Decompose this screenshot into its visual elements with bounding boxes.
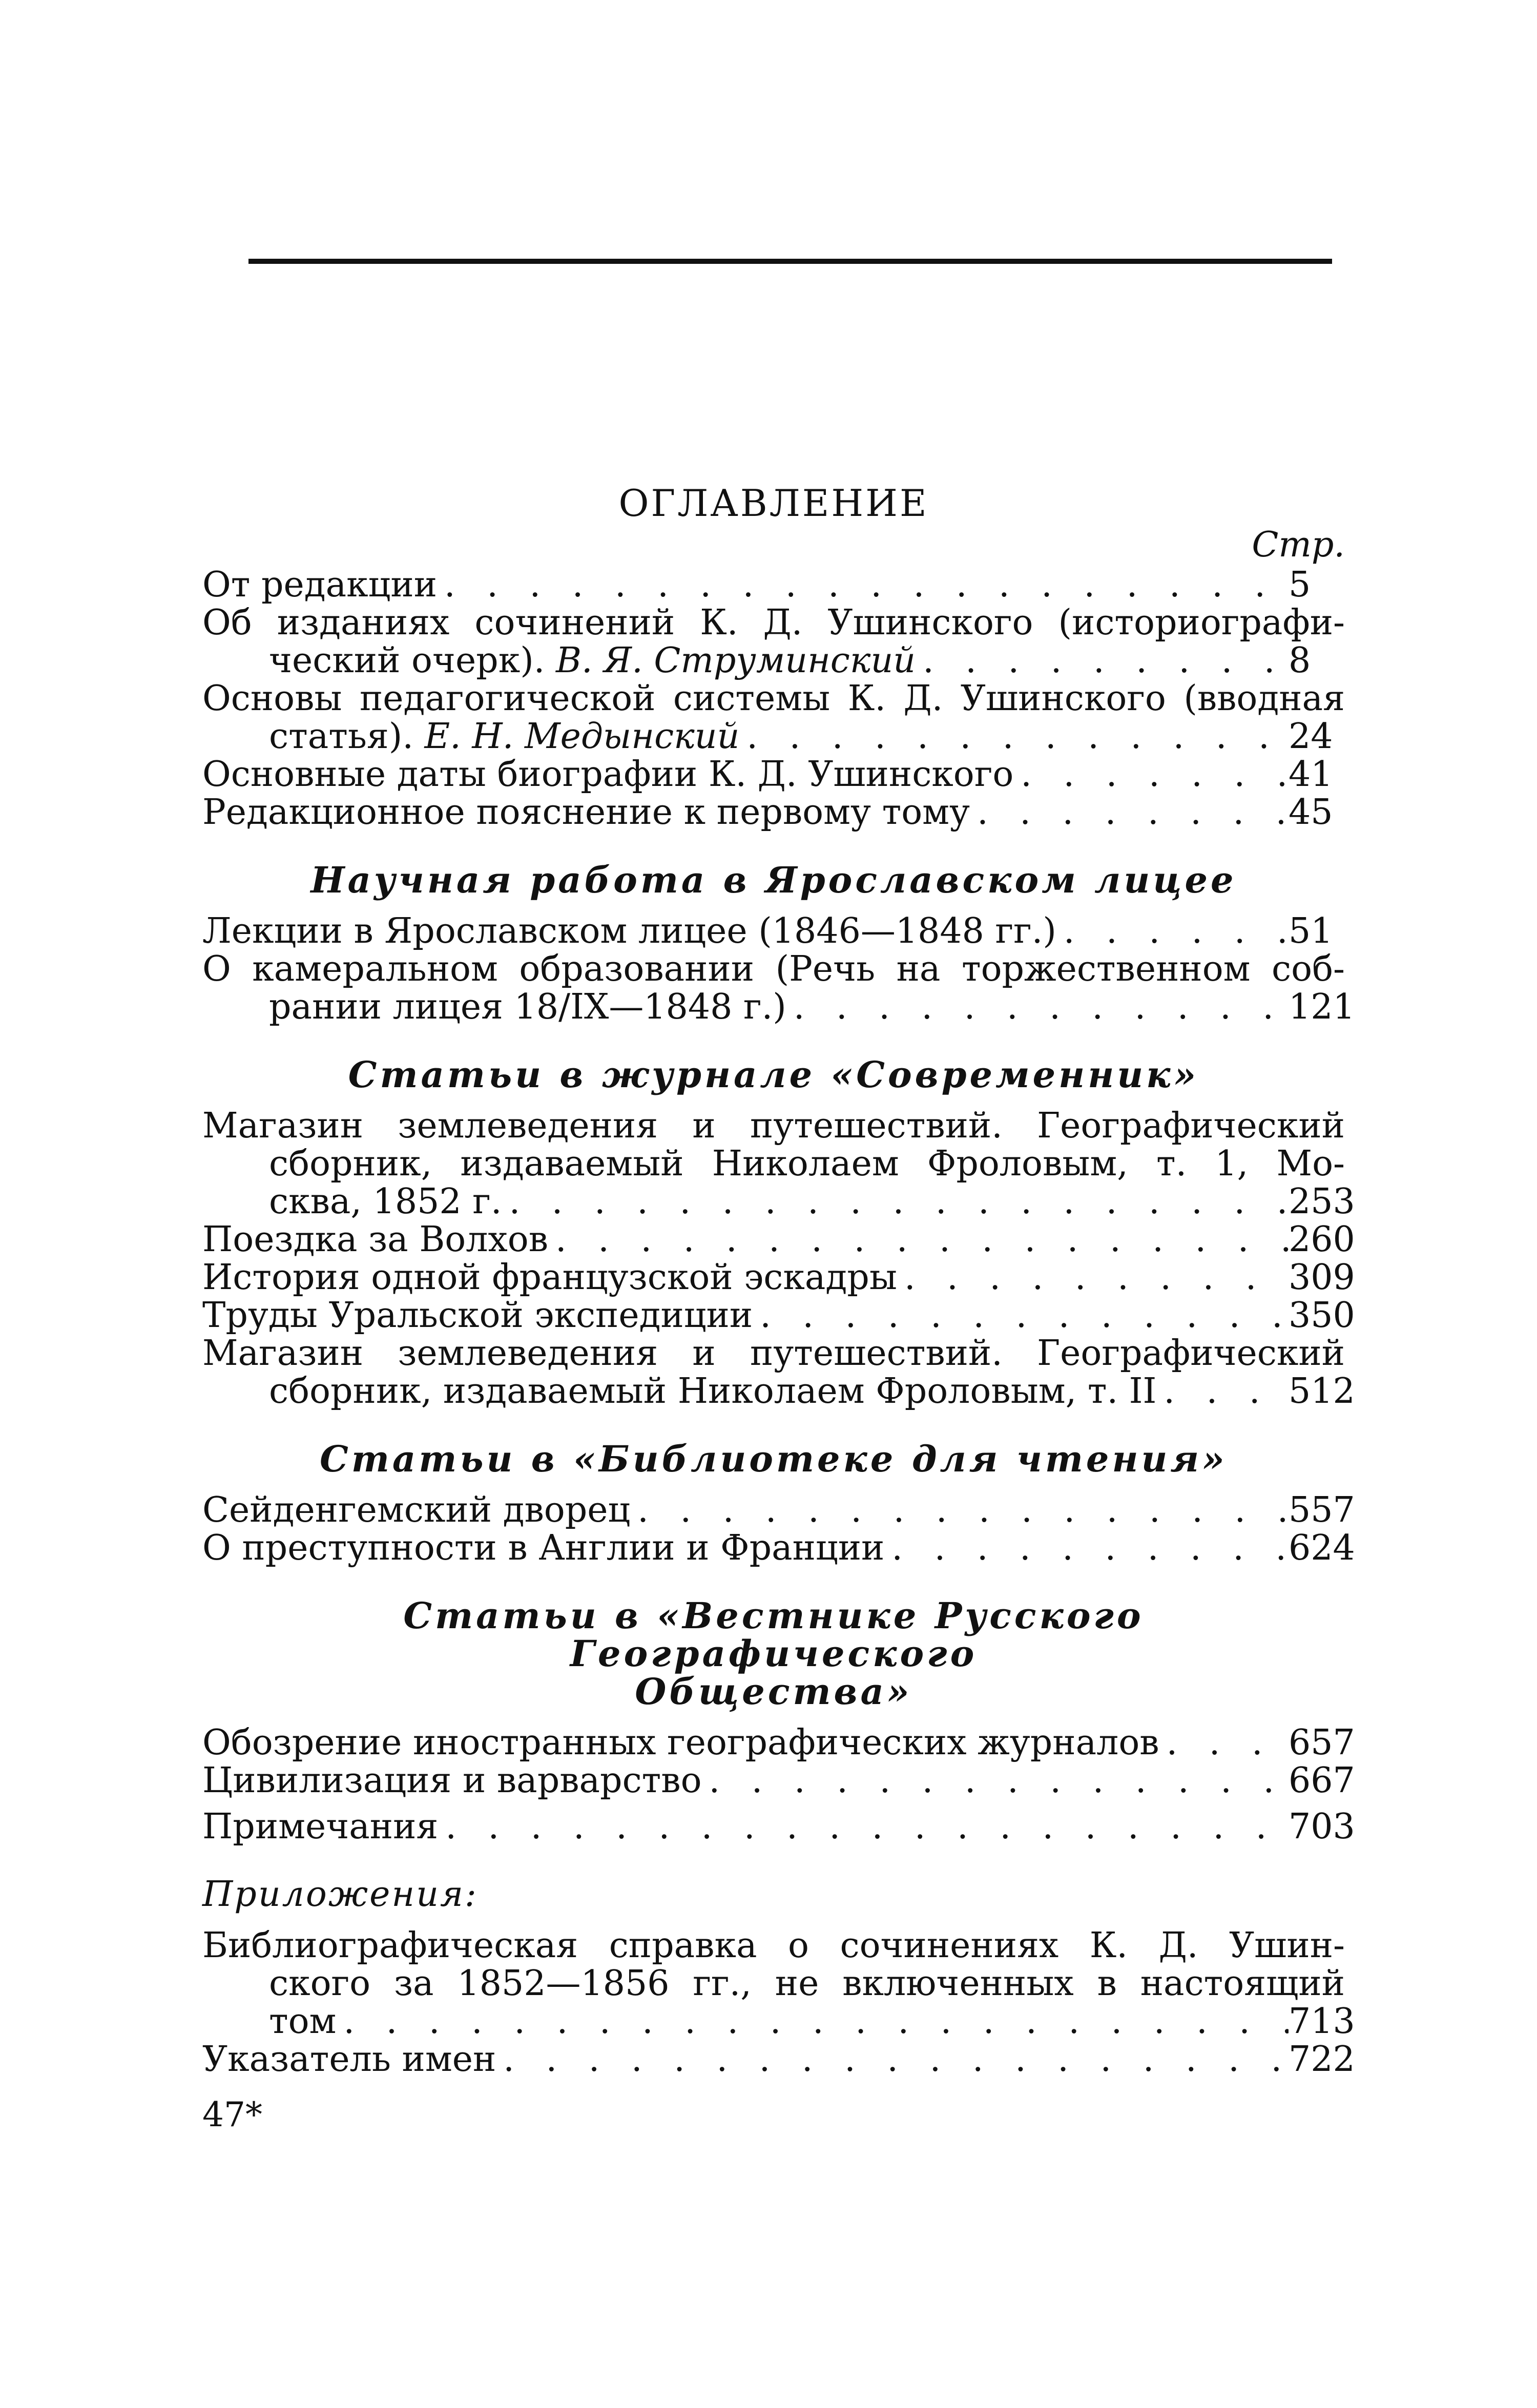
section-heading: Статьи в «Библиотеке для чтения»	[320, 1438, 1228, 1480]
dot-leader	[1159, 1724, 1289, 1762]
toc-entry[interactable]	[202, 1925, 1355, 2042]
entry-page: 722	[1289, 2039, 1355, 2080]
entry-title	[269, 642, 916, 680]
entry-title: Примечания	[202, 1807, 439, 1847]
toc-entry[interactable]	[202, 566, 1345, 604]
table-of-contents	[202, 482, 1355, 2134]
dot-leader	[897, 1259, 1289, 1297]
entry-last-line	[202, 1181, 1355, 1222]
appendix-list	[202, 1925, 1355, 2080]
entry-last-line	[202, 1257, 1355, 1298]
dot-leader	[496, 2041, 1289, 2079]
entry-page: 512	[1289, 1371, 1355, 1411]
entry-page: 253	[1289, 1181, 1355, 1222]
entry-last-line	[202, 642, 1345, 680]
toc-entry[interactable]	[202, 680, 1345, 756]
dot-leader	[438, 1808, 1289, 1846]
folio: 47*	[202, 2095, 262, 2134]
entry-last-line	[202, 1295, 1355, 1336]
dot-leader	[916, 642, 1289, 680]
entry-title: том	[269, 2001, 337, 2042]
section-heading-line: Общества»	[635, 1670, 912, 1713]
page-title: ОГЛАВЛЕНИЕ	[618, 482, 929, 525]
entry-last-line	[202, 2039, 1355, 2080]
entry-last-line	[202, 987, 1355, 1027]
toc-entry[interactable]	[202, 2039, 1355, 2080]
entry-title: Указатель имен	[202, 2039, 496, 2080]
entry-last-line	[202, 1760, 1355, 1801]
entry-page: 51	[1289, 911, 1333, 951]
entry-line: Магазин землеведения и путешествий. Географический	[202, 1106, 1345, 1146]
toc-entry[interactable]	[202, 1760, 1355, 1801]
toc-entry[interactable]	[202, 1295, 1355, 1336]
entry-page: 557	[1289, 1490, 1355, 1530]
entry-title: Лекции в Ярославском лицее (1846—1848 гг.)	[202, 911, 1056, 951]
dot-leader	[970, 794, 1289, 832]
entry-page: 24	[1289, 716, 1333, 757]
entry-page: 5	[1289, 565, 1311, 605]
entry-title-text: ческий очерк).	[269, 640, 556, 681]
entry-title: сква, 1852 г.	[269, 1181, 502, 1222]
section-heading-line: Статьи в «Вестнике Русского Географического	[403, 1594, 1144, 1675]
entry-last-line	[202, 912, 1345, 950]
entry-line: сборник, издаваемый Николаем Фроловым, т. 1, Мо-	[269, 1144, 1345, 1184]
toc-entry[interactable]	[202, 1257, 1355, 1298]
entry-page: 309	[1289, 1257, 1355, 1298]
entry-title: Сейденгемский дворец	[202, 1490, 631, 1530]
toc-entry[interactable]	[202, 1490, 1355, 1530]
entry-page: 657	[1289, 1722, 1355, 1763]
toc-entry[interactable]	[202, 912, 1345, 950]
entry-line: Об изданиях сочинений К. Д. Ушинского (историографи-	[202, 603, 1345, 643]
entry-title: От редакции	[202, 565, 438, 605]
toc-entry[interactable]	[202, 1528, 1355, 1568]
entry-line: Основы педагогической системы К. Д. Ушинского (вводная	[202, 678, 1345, 719]
dot-leader	[884, 1529, 1289, 1567]
entry-last-line	[202, 756, 1345, 794]
entry-last-line	[202, 1528, 1355, 1568]
entry-line: Библиографическая справка о сочинениях К. Д. Ушин-	[202, 1925, 1345, 1966]
section-heading: Научная работа в Ярославском лицее	[310, 859, 1237, 901]
entry-last-line	[202, 1722, 1355, 1763]
front-matter-list	[202, 566, 1345, 832]
entry-title: Цивилизация и варварство	[202, 1760, 702, 1801]
entry-title: О преступности в Англии и Франции	[202, 1528, 885, 1568]
section-heading: Статьи в журнале «Современник»	[348, 1053, 1199, 1096]
entry-title: История одной французской эскадры	[202, 1257, 897, 1298]
entry-last-line	[202, 1219, 1355, 1260]
entry-title: рании лицея 18/IX—1848 г.)	[269, 987, 786, 1027]
entry-page: 8	[1289, 640, 1311, 681]
entry-line: ского за 1852—1856 гг., не включенных в настоящий	[269, 1963, 1345, 2004]
entry-last-line	[202, 1371, 1355, 1411]
entry-title	[269, 718, 739, 756]
entry-title: Поездка за Волхов	[202, 1219, 549, 1260]
section-heading	[202, 1594, 1345, 1713]
toc-entry[interactable]	[202, 794, 1345, 832]
entry-last-line	[202, 566, 1345, 604]
toc-entry-notes[interactable]	[202, 1807, 1355, 1847]
entry-last-line	[202, 1490, 1355, 1530]
dot-leader	[502, 1183, 1289, 1221]
dot-leader	[739, 718, 1289, 756]
entry-line: Магазин землеведения и путешествий. Географический	[202, 1333, 1345, 1374]
entry-last-line	[202, 2001, 1355, 2042]
toc-entry[interactable]	[202, 1219, 1355, 1260]
dot-leader	[336, 2003, 1289, 2041]
entry-author: В. Я. Струминский	[555, 640, 916, 681]
entry-last-line	[202, 718, 1345, 756]
toc-entry[interactable]	[202, 1106, 1355, 1222]
entry-page: 260	[1289, 1219, 1355, 1260]
dot-leader	[548, 1221, 1289, 1259]
entry-page: 350	[1289, 1295, 1355, 1336]
entry-page: 703	[1289, 1807, 1355, 1847]
entry-title: Обозрение иностранных географических журналов	[202, 1722, 1159, 1763]
dot-leader	[786, 988, 1289, 1026]
dot-leader	[1156, 1373, 1289, 1410]
dot-leader	[702, 1762, 1289, 1800]
toc-entry[interactable]	[202, 949, 1355, 1027]
entry-page: 45	[1289, 792, 1333, 833]
toc-entry[interactable]	[202, 1333, 1355, 1411]
sections-container	[202, 859, 1355, 1801]
dot-leader	[1056, 912, 1289, 950]
toc-entry[interactable]	[202, 604, 1345, 680]
toc-entry[interactable]	[202, 756, 1345, 794]
entry-page: 624	[1289, 1528, 1355, 1568]
entry-page: 41	[1289, 754, 1333, 795]
entry-page: 713	[1289, 2001, 1355, 2042]
entry-page: 121	[1289, 987, 1355, 1027]
dot-leader	[630, 1491, 1289, 1529]
entry-last-line	[202, 794, 1345, 832]
dot-leader	[753, 1297, 1289, 1335]
entry-title-text: статья).	[269, 716, 425, 757]
appendix-label: Приложения:	[202, 1874, 478, 1915]
dot-leader	[437, 566, 1289, 604]
toc-entry[interactable]	[202, 1722, 1355, 1763]
top-rule	[248, 259, 1332, 264]
entry-line: О камеральном образовании (Речь на торжественном соб-	[202, 949, 1345, 989]
page-column-label: Стр.	[1252, 525, 1345, 565]
entry-title: Редакционное пояснение к первому тому	[202, 792, 970, 833]
entry-title: Основные даты биографии К. Д. Ушинского	[202, 754, 1014, 795]
entry-title: Труды Уральской экспедиции	[202, 1295, 753, 1336]
entry-title: сборник, издаваемый Николаем Фроловым, т. II	[269, 1371, 1157, 1411]
entry-author: Е. Н. Медынский	[424, 716, 740, 757]
dot-leader	[1013, 756, 1289, 794]
entry-page: 667	[1289, 1760, 1355, 1801]
